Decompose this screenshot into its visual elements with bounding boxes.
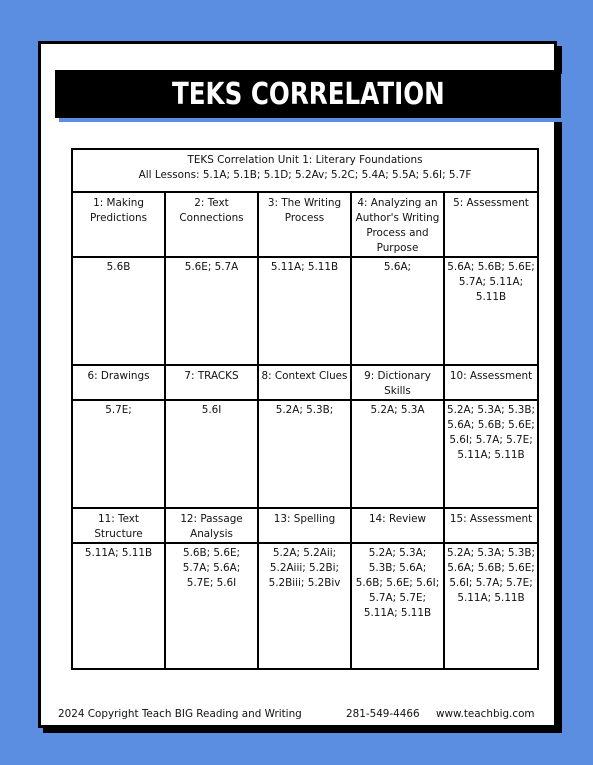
lesson-label-row bbox=[72, 192, 538, 257]
teks-value: 5.2A; 5.3A; 5.3B; 5.6A; 5.6B; 5.6E; 5.6I; 5.7A; 5.7E; 5.11A; 5.11B bbox=[444, 543, 538, 669]
lesson-label: 7: TRACKS bbox=[165, 365, 258, 400]
table-header-row bbox=[72, 149, 538, 192]
lesson-label: 2: Text Connections bbox=[165, 192, 258, 257]
lesson-label: 8: Context Clues bbox=[258, 365, 351, 400]
teks-value: 5.11A; 5.11B bbox=[72, 543, 165, 669]
teks-value: 5.2A; 5.3A; 5.3B; 5.6A; 5.6B; 5.6E; 5.6I; 5.7A; 5.7E; 5.11A; 5.11B bbox=[444, 400, 538, 508]
teks-value-row bbox=[72, 543, 538, 669]
lesson-label: 4: Analyzing an Author's Writing Process and Purpose bbox=[351, 192, 444, 257]
title-banner bbox=[55, 70, 561, 118]
teks-value: 5.6I bbox=[165, 400, 258, 508]
unit-title: TEKS Correlation Unit 1: Literary Foundations bbox=[187, 154, 423, 166]
page-title: TEKS CORRELATION bbox=[171, 76, 445, 112]
teks-value: 5.11A; 5.11B bbox=[258, 257, 351, 365]
all-lessons-teks: All Lessons: 5.1A; 5.1B; 5.1D; 5.2Av; 5.2C; 5.4A; 5.5A; 5.6I; 5.7F bbox=[138, 169, 472, 181]
teks-value: 5.7E; bbox=[72, 400, 165, 508]
teks-value: 5.2A; 5.3A bbox=[351, 400, 444, 508]
teks-value: 5.6A; bbox=[351, 257, 444, 365]
teks-value: 5.2A; 5.3A; 5.3B; 5.6A; 5.6B; 5.6E; 5.6I; 5.7A; 5.7E; 5.11A; 5.11B bbox=[351, 543, 444, 669]
lesson-label: 6: Drawings bbox=[72, 365, 165, 400]
teks-value: 5.6B; 5.6E; 5.7A; 5.6A; 5.7E; 5.6I bbox=[165, 543, 258, 669]
teks-value: 5.6B bbox=[72, 257, 165, 365]
lesson-label: 13: Spelling bbox=[258, 508, 351, 543]
phone-number: 281-549-4466 bbox=[346, 708, 420, 720]
lesson-label: 14: Review bbox=[351, 508, 444, 543]
lesson-label: 10: Assessment bbox=[444, 365, 538, 400]
teks-value: 5.6E; 5.7A bbox=[165, 257, 258, 365]
lesson-label: 1: Making Predictions bbox=[72, 192, 165, 257]
website-link[interactable]: www.teachbig.com bbox=[436, 708, 535, 720]
lesson-label-row bbox=[72, 508, 538, 543]
teks-correlation-table bbox=[71, 148, 539, 670]
lesson-label: 3: The Writing Process bbox=[258, 192, 351, 257]
teks-value: 5.2A; 5.2Aii; 5.2Aiii; 5.2Bi; 5.2Biii; 5.2Biv bbox=[258, 543, 351, 669]
lesson-label-row bbox=[72, 365, 538, 400]
lesson-label: 11: Text Structure bbox=[72, 508, 165, 543]
teks-value-row bbox=[72, 400, 538, 508]
teks-value: 5.6A; 5.6B; 5.6E; 5.7A; 5.11A; 5.11B bbox=[444, 257, 538, 365]
lesson-label: 5: Assessment bbox=[444, 192, 538, 257]
teks-value-row bbox=[72, 257, 538, 365]
table-header-cell bbox=[72, 149, 538, 192]
teks-value: 5.2A; 5.3B; bbox=[258, 400, 351, 508]
lesson-label: 9: Dictionary Skills bbox=[351, 365, 444, 400]
copyright-text: 2024 Copyright Teach BIG Reading and Writing bbox=[58, 708, 302, 720]
lesson-label: 15: Assessment bbox=[444, 508, 538, 543]
lesson-label: 12: Passage Analysis bbox=[165, 508, 258, 543]
